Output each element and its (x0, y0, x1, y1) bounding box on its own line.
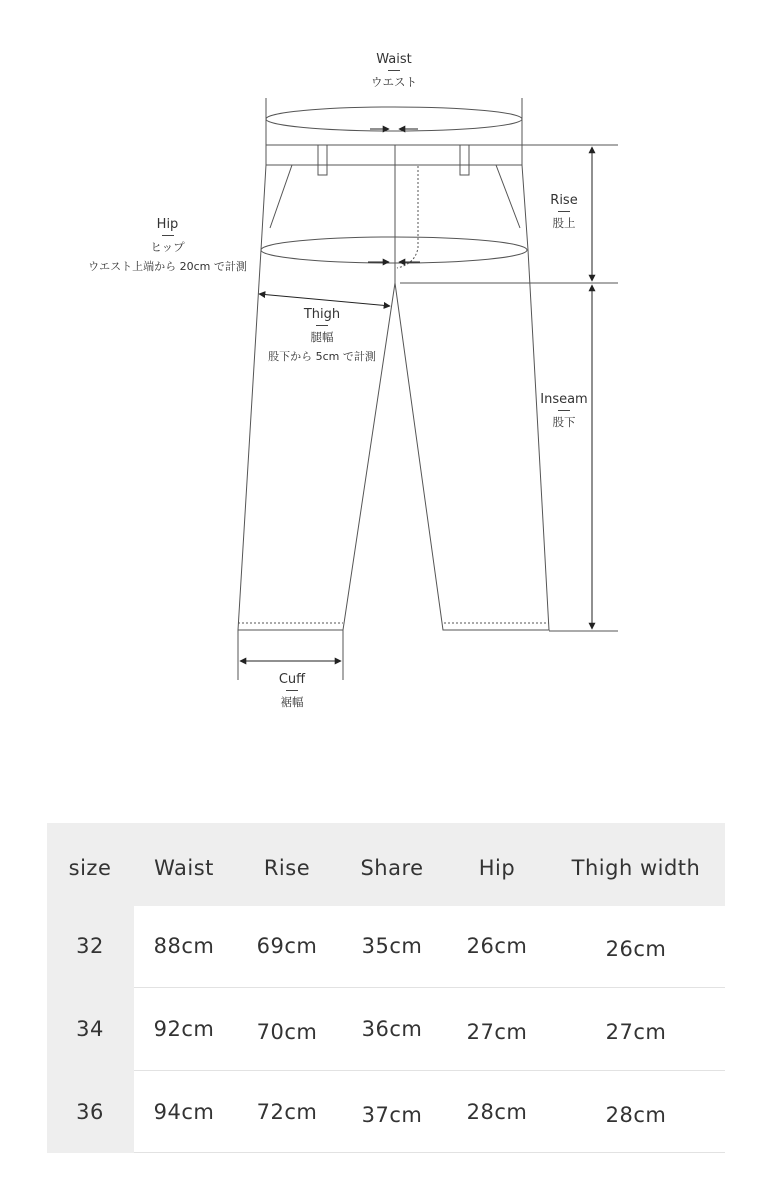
thigh-label-note: 股下から 5cm で計測 (268, 350, 376, 363)
label-divider (558, 410, 570, 411)
waist-label-en: Waist (376, 52, 412, 67)
waist-label (354, 53, 434, 89)
hip-ellipse (261, 237, 527, 263)
table-cell-share: 35cm (361, 934, 423, 958)
table-cell-thigh-width: 28cm (605, 1103, 667, 1127)
label-divider (162, 235, 174, 236)
fly-stitch (395, 165, 418, 268)
thigh-label-ja: 腿幅 (310, 330, 334, 344)
table-cell-hip: 27cm (466, 1020, 528, 1044)
rise-label-ja: 股上 (552, 216, 576, 230)
thigh-label (252, 308, 392, 364)
hip-label-note: ウエスト上端から 20cm で計測 (88, 260, 247, 273)
inseam-label-ja: 股下 (552, 415, 576, 429)
size-table (47, 823, 725, 1153)
pocket-right (496, 165, 522, 228)
label-divider (286, 690, 298, 691)
belt-loop-left (318, 145, 327, 175)
label-divider (558, 211, 570, 212)
row-divider (134, 987, 725, 988)
waistband (266, 145, 522, 165)
row-divider (134, 1070, 725, 1071)
hip-label-ja: ヒップ (150, 240, 185, 254)
header-size: size (68, 856, 112, 880)
table-cell-size: 32 (76, 934, 104, 958)
table-cell-size: 34 (76, 1017, 104, 1041)
header-hip: Hip (478, 856, 516, 880)
pocket-left (266, 165, 292, 228)
cuff-label (266, 673, 318, 709)
label-divider (388, 70, 400, 71)
cuff-label-en: Cuff (278, 672, 306, 687)
table-cell-waist: 88cm (153, 934, 215, 958)
table-cell-rise: 69cm (256, 934, 318, 958)
table-cell-thigh-width: 27cm (605, 1020, 667, 1044)
thigh-arrow (259, 294, 390, 306)
header-waist: Waist (154, 856, 214, 880)
table-cell-hip: 28cm (466, 1100, 528, 1124)
belt-loop-right (460, 145, 469, 175)
table-cell-thigh-width: 26cm (605, 937, 667, 961)
rise-label-en: Rise (550, 193, 578, 208)
header-share: Share (360, 856, 424, 880)
table-cell-size: 36 (76, 1100, 104, 1124)
pants-outline (238, 165, 549, 630)
table-cell-waist: 92cm (153, 1017, 215, 1041)
inseam-label-en: Inseam (540, 392, 588, 407)
waist-ellipse (266, 107, 522, 131)
rise-label (534, 194, 594, 230)
inseam-label (532, 393, 596, 429)
cuff-label-ja: 裾幅 (280, 695, 304, 709)
table-cell-waist: 94cm (153, 1100, 215, 1124)
waist-label-ja: ウエスト (371, 75, 417, 89)
thigh-label-en: Thigh (303, 307, 341, 322)
table-cell-rise: 70cm (256, 1020, 318, 1044)
row-divider (134, 1152, 725, 1153)
hip-label-en: Hip (156, 217, 179, 232)
header-thigh-width: Thigh width (571, 856, 701, 880)
table-cell-rise: 72cm (256, 1100, 318, 1124)
hip-label (70, 218, 265, 274)
label-divider (316, 325, 328, 326)
header-rise: Rise (263, 856, 311, 880)
table-cell-share: 36cm (361, 1017, 423, 1041)
table-cell-share: 37cm (361, 1103, 423, 1127)
table-cell-hip: 26cm (466, 934, 528, 958)
